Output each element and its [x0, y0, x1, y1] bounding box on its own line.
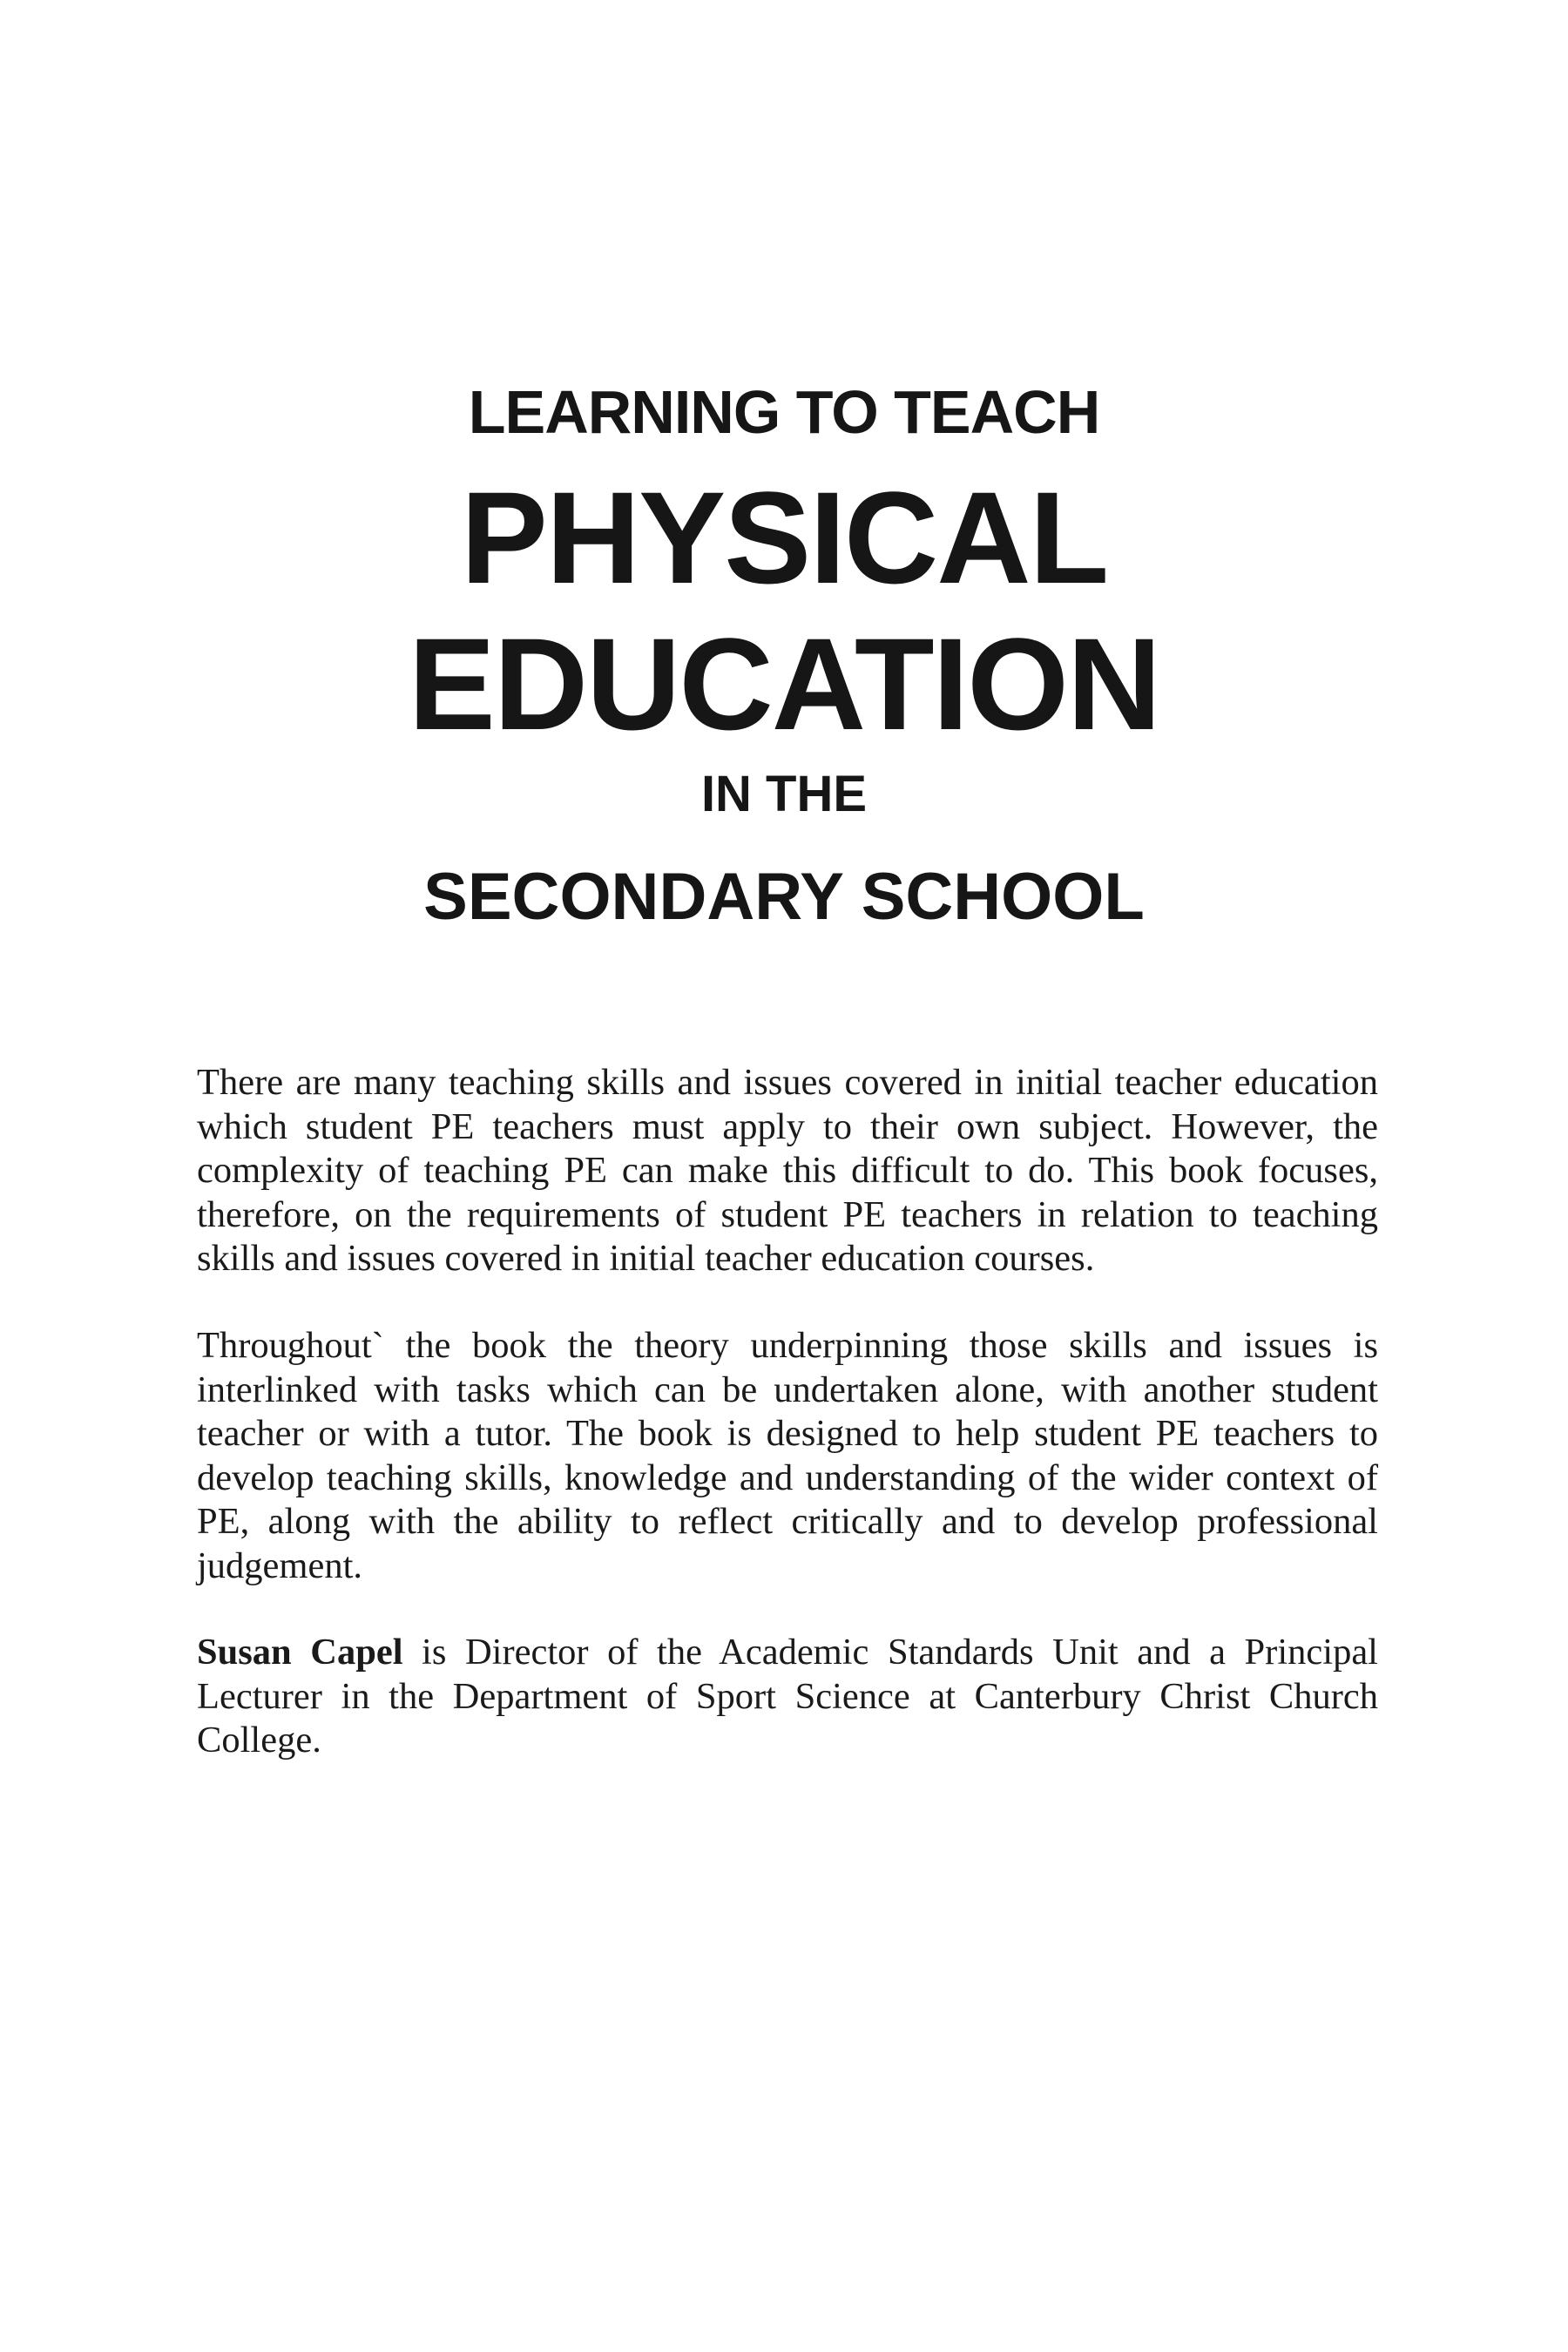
author-bio: is Director of the Academic Standards Unit and a Principal Lecturer in the Department of Sport Science at Canterbury Christ Church College.: [197, 1632, 1378, 1761]
description-paragraph-2: Throughout` the book the theory underpinning those skills and issues is interlinked with tasks which can be undertaken alone, with another student teacher or with a tutor. The book is designed to help student PE teachers to develop teaching skills, knowledge and understanding of the wider context of PE, along with the ability to reflect critically and to develop professional judgement.: [197, 1325, 1378, 1586]
author-name: Susan Capel: [197, 1632, 403, 1673]
title-line-physical: PHYSICAL: [460, 464, 1108, 611]
title-line-education: EDUCATION: [408, 611, 1160, 757]
title-line-learning-to-teach: LEARNING TO TEACH: [468, 378, 1100, 446]
description-paragraph-1: There are many teaching skills and issues covered in initial teacher education which student PE teachers must apply to their own subject. However, the complexity of teaching PE can make this difficult to do. This book focuses, therefore, on the requirements of student PE teachers in relation to teaching skills and issues covered in initial teacher education courses.: [197, 1062, 1378, 1279]
title-line-secondary-school: SECONDARY SCHOOL: [423, 860, 1145, 934]
author-bio-paragraph: [197, 1631, 1378, 1763]
title-line-in-the: IN THE: [700, 766, 868, 822]
